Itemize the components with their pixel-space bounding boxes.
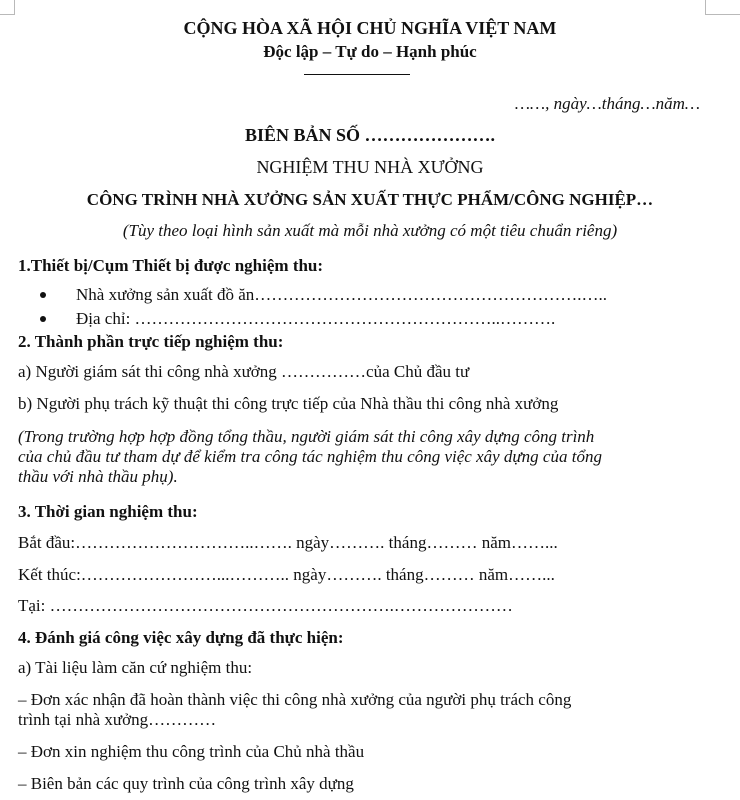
section-2-item-a: a) Người giám sát thi công nhà xưởng ……………của Chủ đầu tư xyxy=(18,362,470,381)
motto-underline xyxy=(304,74,410,75)
section-2-heading: 2. Thành phần trực tiếp nghiệm thu: xyxy=(18,332,284,351)
section-4-heading: 4. Đánh giá công việc xây dựng đã thực hiện: xyxy=(18,628,344,647)
report-number: BIÊN BẢN SỐ …………………. xyxy=(244,125,496,145)
section-4-list-item: – Đơn xin nghiệm thu công trình của Chủ nhà thầu xyxy=(18,742,365,761)
section-2-note-line: (Trong trường hợp hợp đồng tổng thầu, người giám sát thi công xây dựng công trình xyxy=(18,427,595,446)
section-2-note-line: thầu với nhà thầu phụ). xyxy=(18,467,178,486)
project-title: CÔNG TRÌNH NHÀ XƯỞNG SẢN XUẤT THỰC PHẨM/CÔNG NGHIỆP… xyxy=(86,190,654,209)
section-4-list-line: trình tại nhà xưởng………… xyxy=(18,710,217,729)
section-2-item-b: b) Người phụ trách kỹ thuật thi công trực tiếp của Nhà thầu thi công nhà xưởng xyxy=(18,394,559,413)
section-4-list-line: – Đơn xác nhận đã hoàn thành việc thi công nhà xưởng của người phụ trách công xyxy=(18,690,572,709)
section-2-note-line: của chủ đầu tư tham dự để kiểm tra công tác nghiệm thu công việc xây dựng của tổng xyxy=(18,447,602,466)
report-subject: NGHIỆM THU NHÀ XƯỞNG xyxy=(256,157,484,177)
project-note: (Tùy theo loại hình sản xuất mà mỗi nhà xưởng có một tiêu chuẩn riêng) xyxy=(122,221,618,240)
date-line: ……, ngày…tháng…năm… xyxy=(514,94,700,113)
crop-mark-top-right xyxy=(705,0,740,15)
end-time-line: Kết thúc:……………………...……….. ngày………. tháng……… năm……... xyxy=(18,565,555,584)
place-line: Tại: …………………………………………………….………………… xyxy=(18,596,513,615)
crop-mark-top-left xyxy=(0,0,15,15)
bullet xyxy=(40,316,46,322)
section-3-heading: 3. Thời gian nghiệm thu: xyxy=(18,502,198,521)
bullet xyxy=(40,292,46,298)
start-time-line: Bắt đầu:…………………………..……. ngày………. tháng……… năm……... xyxy=(18,533,558,552)
list-item: Địa chỉ: ………………………………………………………..………. xyxy=(76,309,556,328)
list-item: Nhà xưởng sản xuất đồ ăn………………………………………………….….. xyxy=(76,285,608,304)
motto: Độc lập – Tự do – Hạnh phúc xyxy=(263,42,477,61)
national-title: CỘNG HÒA XÃ HỘI CHỦ NGHĨA VIỆT NAM xyxy=(183,18,557,38)
section-1-heading: 1.Thiết bị/Cụm Thiết bị được nghiệm thu: xyxy=(18,256,324,275)
section-4-item-a: a) Tài liệu làm căn cứ nghiệm thu: xyxy=(18,658,253,677)
section-4-list-item: – Biên bản các quy trình của công trình xây dựng xyxy=(18,774,354,793)
